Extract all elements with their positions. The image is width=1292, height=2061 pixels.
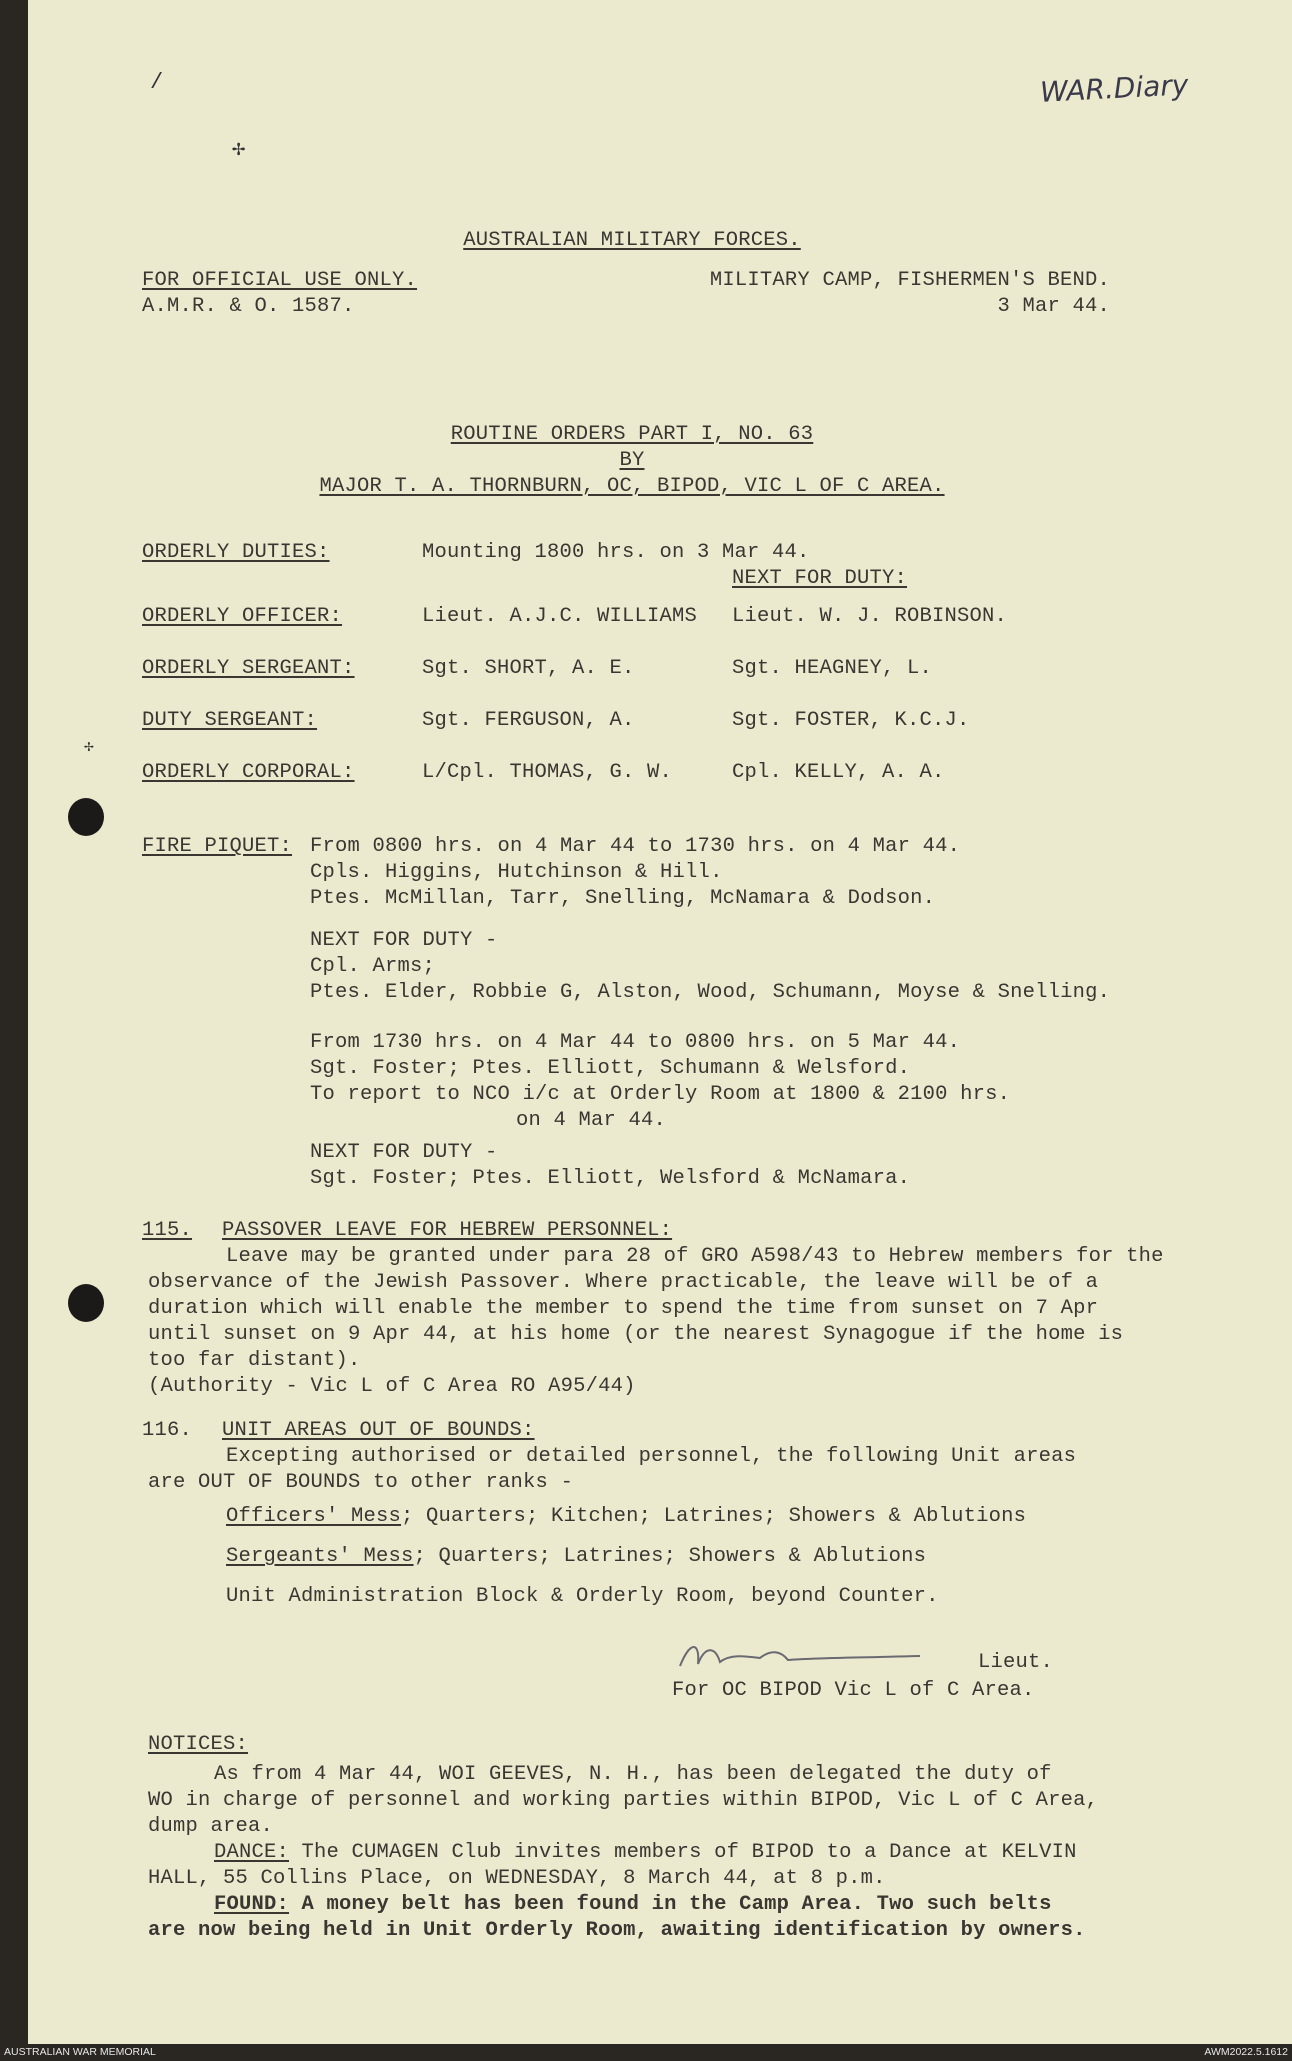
officers-label: Officers' Mess: [226, 1505, 402, 1528]
admin-area: Unit Administration Block & Orderly Room, beyond Counter.: [226, 1585, 939, 1608]
item-text: until sunset on 9 Apr 44, at his home (or the nearest Synagogue if the home is: [148, 1323, 1124, 1346]
duty-label: ORDERLY CORPORAL:: [142, 761, 355, 784]
duty-current: Sgt. FERGUSON, A.: [422, 709, 635, 732]
duty-current: Lieut. A.J.C. WILLIAMS: [422, 605, 698, 628]
officers-areas: [226, 1504, 1026, 1530]
pin-mark: ✢: [84, 738, 94, 756]
duty-next: Cpl. KELLY, A. A.: [732, 761, 945, 784]
dance-text: The CUMAGEN Club invites members of BIPOD to a Dance at KELVIN: [289, 1841, 1077, 1864]
footer-left: AUSTRALIAN WAR MEMORIAL: [4, 2046, 156, 2058]
notice-text: HALL, 55 Collins Place, on WEDNESDAY, 8 March 44, at 8 p.m.: [148, 1867, 886, 1890]
fire-piquet-next-heading: NEXT FOR DUTY -: [310, 1141, 498, 1164]
footer-bar: [0, 2044, 1292, 2061]
amr-reference: A.M.R. & O. 1587.: [142, 295, 355, 318]
found-notice: [214, 1892, 1052, 1918]
item-text: Excepting authorised or detailed personnel, the following Unit areas: [226, 1445, 1077, 1468]
duty-current: Sgt. SHORT, A. E.: [422, 657, 635, 680]
fire-piquet-line: Cpl. Arms;: [310, 955, 436, 978]
fire-piquet-night-line: on 4 Mar 44.: [516, 1109, 667, 1132]
sergeants-label: Sergeants' Mess: [226, 1545, 414, 1568]
item-text: are OUT OF BOUNDS to other ranks -: [148, 1471, 574, 1494]
item-number: 116.: [142, 1419, 193, 1442]
mounting-time: Mounting 1800 hrs. on 3 Mar 44.: [422, 541, 810, 564]
fire-piquet-label: FIRE PIQUET:: [142, 835, 293, 858]
ink-mark: /: [150, 70, 164, 95]
fire-piquet-night-line: From 1730 hrs. on 4 Mar 44 to 0800 hrs. on 5 Mar 44.: [310, 1031, 961, 1054]
found-label: FOUND:: [214, 1893, 290, 1916]
dance-label: DANCE:: [214, 1841, 290, 1864]
duty-current: L/Cpl. THOMAS, G. W.: [422, 761, 673, 784]
punch-hole-bottom: [68, 1284, 104, 1322]
pin-mark: ✢: [232, 137, 246, 162]
fire-piquet-line: Sgt. Foster; Ptes. Elliott, Welsford & McNamara.: [310, 1167, 911, 1190]
fire-piquet-line: Ptes. Elder, Robbie G, Alston, Wood, Schumann, Moyse & Snelling.: [310, 981, 1111, 1004]
org-heading: AUSTRALIAN MILITARY FORCES.: [463, 229, 801, 252]
item-text: Leave may be granted under para 28 of GRO A598/43 to Hebrew members for the: [226, 1245, 1164, 1268]
notice-text: dump area.: [148, 1815, 274, 1838]
handwritten-note: WAR.Diary: [1039, 68, 1190, 109]
fire-piquet-line: From 0800 hrs. on 4 Mar 44 to 1730 hrs. on 4 Mar 44.: [310, 835, 961, 858]
duty-next: Sgt. HEAGNEY, L.: [732, 657, 933, 680]
signature-scrawl: [670, 1636, 920, 1676]
orderly-duties-label: ORDERLY DUTIES:: [142, 541, 330, 564]
fire-piquet-next-heading: NEXT FOR DUTY -: [310, 929, 498, 952]
date: 3 Mar 44.: [997, 295, 1110, 318]
item-number: 115.: [142, 1219, 193, 1242]
location: MILITARY CAMP, FISHERMEN'S BEND.: [709, 269, 1110, 292]
item-text: observance of the Jewish Passover. Where practicable, the leave will be of a: [148, 1271, 1099, 1294]
fire-piquet-line: Ptes. McMillan, Tarr, Snelling, McNamara & Dodson.: [310, 887, 936, 910]
item-text: too far distant).: [148, 1349, 361, 1372]
title-line3: MAJOR T. A. THORNBURN, OC, BIPOD, VIC L OF C AREA.: [319, 475, 945, 498]
notice-text: WO in charge of personnel and working parties within BIPOD, Vic L of C Area,: [148, 1789, 1099, 1812]
dance-notice: [214, 1840, 1077, 1866]
found-text: A money belt has been found in the Camp Area. Two such belts: [289, 1893, 1052, 1916]
duty-next: Lieut. W. J. ROBINSON.: [732, 605, 1008, 628]
notice-text: are now being held in Unit Orderly Room, awaiting identification by owners.: [148, 1919, 1086, 1942]
sergeants-rest: ; Quarters; Latrines; Showers & Ablutions: [413, 1545, 927, 1568]
title-line1: ROUTINE ORDERS PART I, NO. 63: [450, 423, 814, 446]
title-line2: BY: [619, 449, 645, 472]
notices-heading: NOTICES:: [148, 1733, 249, 1756]
duty-next: Sgt. FOSTER, K.C.J.: [732, 709, 970, 732]
signature-rank: Lieut.: [978, 1651, 1054, 1674]
duty-label: ORDERLY OFFICER:: [142, 605, 343, 628]
sergeants-areas: [226, 1544, 926, 1570]
officers-rest: ; Quarters; Kitchen; Latrines; Showers & Ablutions: [401, 1505, 1027, 1528]
duty-label: DUTY SERGEANT:: [142, 709, 318, 732]
official-use: FOR OFFICIAL USE ONLY.: [142, 269, 418, 292]
signature-for-line: For OC BIPOD Vic L of C Area.: [672, 1679, 1035, 1702]
notice-text: As from 4 Mar 44, WOI GEEVES, N. H., has been delegated the duty of: [214, 1763, 1052, 1786]
duty-label: ORDERLY SERGEANT:: [142, 657, 355, 680]
punch-hole-top: [68, 798, 104, 836]
item-heading: UNIT AREAS OUT OF BOUNDS:: [222, 1419, 535, 1442]
authority-line: (Authority - Vic L of C Area RO A95/44): [148, 1375, 636, 1398]
item-heading: PASSOVER LEAVE FOR HEBREW PERSONNEL:: [222, 1219, 673, 1242]
item-text: duration which will enable the member to spend the time from sunset on 7 Apr: [148, 1297, 1099, 1320]
fire-piquet-night-line: Sgt. Foster; Ptes. Elliott, Schumann & Welsford.: [310, 1057, 911, 1080]
fire-piquet-line: Cpls. Higgins, Hutchinson & Hill.: [310, 861, 723, 884]
footer-right: AWM2022.5.1612: [1204, 2046, 1288, 2058]
fire-piquet-night-line: To report to NCO i/c at Orderly Room at 1800 & 2100 hrs.: [310, 1083, 1011, 1106]
next-for-duty-heading: NEXT FOR DUTY:: [732, 567, 908, 590]
